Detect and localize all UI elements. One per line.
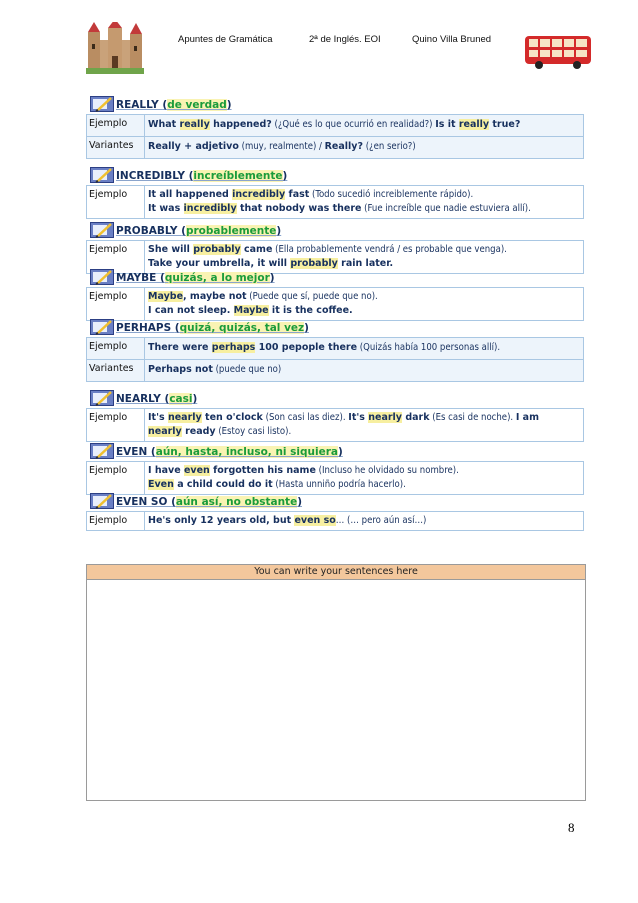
section-title-row bbox=[86, 319, 584, 337]
table-row bbox=[87, 186, 584, 219]
english-text: even so bbox=[294, 515, 336, 526]
table-row bbox=[87, 338, 584, 360]
english-text: really bbox=[458, 119, 490, 130]
section-nearly bbox=[86, 390, 584, 442]
row-content bbox=[145, 338, 584, 360]
section-title bbox=[116, 99, 232, 111]
english-text: forgotten his name bbox=[209, 465, 316, 476]
section-title bbox=[116, 225, 281, 237]
spanish-text: (¿Qué es lo que ocurrió en realidad?) bbox=[271, 119, 436, 130]
section-title-row bbox=[86, 96, 584, 114]
pencil-note-icon bbox=[90, 167, 114, 183]
pencil-note-icon bbox=[90, 443, 114, 459]
section-word: NEARLY bbox=[116, 393, 165, 405]
paren-open: ( bbox=[150, 446, 156, 458]
row-label: Ejemplo bbox=[87, 409, 145, 442]
english-text: I have bbox=[148, 465, 184, 476]
english-text: Really + adjetivo bbox=[148, 141, 239, 152]
example-table bbox=[86, 337, 584, 382]
paren-open: ( bbox=[174, 322, 180, 334]
spanish-text: (Son casi las diez). bbox=[262, 412, 349, 423]
section-title bbox=[116, 272, 275, 284]
english-text: Maybe bbox=[233, 305, 269, 316]
english-text: Take your umbrella, it will bbox=[148, 258, 291, 269]
english-text: nearly bbox=[167, 412, 202, 423]
example-table bbox=[86, 408, 584, 442]
table-row bbox=[87, 115, 584, 137]
english-text: probably bbox=[193, 244, 241, 255]
example-table bbox=[86, 185, 584, 219]
english-text: nearly bbox=[368, 412, 403, 423]
english-text: It's bbox=[148, 412, 168, 423]
castle-logo bbox=[86, 22, 144, 74]
row-content bbox=[145, 512, 584, 531]
english-text: fast bbox=[285, 189, 310, 200]
header-course: 2ª de Inglés. EOI bbox=[309, 34, 381, 45]
section-word: INCREDIBLY bbox=[116, 170, 189, 182]
paren-open: ( bbox=[162, 99, 168, 111]
spanish-text: (Estoy casi listo). bbox=[215, 426, 292, 437]
pencil-note-icon bbox=[90, 222, 114, 238]
english-text: really bbox=[179, 119, 210, 130]
section-translation: de verdad bbox=[167, 99, 227, 111]
paren-close: ) bbox=[226, 99, 232, 111]
section-translation: casi bbox=[169, 393, 193, 405]
section-title-row bbox=[86, 222, 584, 240]
paren-close: ) bbox=[338, 446, 343, 458]
english-text: Is it bbox=[435, 119, 459, 130]
section-maybe bbox=[86, 269, 584, 321]
spanish-text: (puede que no) bbox=[212, 364, 282, 375]
pencil-note-icon bbox=[90, 319, 114, 335]
section-title-row bbox=[86, 390, 584, 408]
table-row bbox=[87, 360, 584, 382]
paren-close: ) bbox=[276, 225, 282, 237]
english-text: I am bbox=[515, 412, 539, 423]
pencil-note-icon bbox=[90, 269, 114, 285]
english-text: dark bbox=[402, 412, 430, 423]
row-content bbox=[145, 186, 584, 219]
section-title-row bbox=[86, 269, 584, 287]
row-label: Ejemplo bbox=[87, 115, 145, 137]
section-title bbox=[116, 170, 287, 182]
english-text: happened? bbox=[209, 119, 272, 130]
row-content bbox=[145, 115, 584, 137]
example-table bbox=[86, 511, 584, 531]
english-text: perhaps bbox=[211, 342, 256, 353]
section-title-row bbox=[86, 167, 584, 185]
english-text: There were bbox=[148, 342, 212, 353]
section-title bbox=[116, 393, 197, 405]
english-text: I can not sleep. bbox=[148, 305, 234, 316]
example-table bbox=[86, 461, 584, 495]
paren-close: ) bbox=[297, 496, 303, 508]
header-author: Quino Villa Bruned bbox=[412, 34, 492, 45]
header-title: Apuntes de Gramática bbox=[178, 34, 273, 45]
section-really bbox=[86, 96, 584, 159]
english-text: ten o'clock bbox=[201, 412, 263, 423]
english-text: Even bbox=[148, 479, 174, 490]
section-translation: quizá, quizás, tal vez bbox=[179, 322, 305, 334]
section-translation: probablemente bbox=[185, 225, 277, 237]
english-text: Perhaps not bbox=[148, 364, 213, 375]
write-box-heading: You can write your sentences here bbox=[87, 565, 585, 580]
english-text: true? bbox=[489, 119, 521, 130]
section-word: REALLY bbox=[116, 99, 163, 111]
english-text: incredibly bbox=[183, 203, 237, 214]
row-label: Ejemplo bbox=[87, 186, 145, 219]
paren-close: ) bbox=[282, 170, 288, 182]
english-text: It was bbox=[148, 203, 184, 214]
spanish-text: (Es casi de noche). bbox=[429, 412, 516, 423]
section-incredibly bbox=[86, 167, 584, 219]
pencil-note-icon bbox=[90, 493, 114, 509]
spanish-text: (muy, realmente) / bbox=[238, 141, 325, 152]
section-word: PERHAPS bbox=[116, 322, 175, 334]
paren-open: ( bbox=[164, 393, 170, 405]
section-word: MAYBE bbox=[116, 272, 161, 284]
row-label: Ejemplo bbox=[87, 338, 145, 360]
english-text: came bbox=[240, 244, 273, 255]
english-text: incredibly bbox=[232, 189, 286, 200]
section-title-row bbox=[86, 443, 584, 461]
section-title-row bbox=[86, 493, 584, 511]
row-content bbox=[145, 288, 584, 321]
spanish-text: (Fue increíble que nadie estuviera allí). bbox=[361, 203, 531, 214]
section-title bbox=[116, 496, 302, 508]
table-row bbox=[87, 512, 584, 531]
section-translation: quizás, a lo mejor bbox=[164, 272, 270, 284]
row-content bbox=[145, 462, 584, 495]
section-title bbox=[116, 446, 343, 458]
english-text: ready bbox=[181, 426, 216, 437]
paren-close: ) bbox=[304, 322, 309, 334]
paren-close: ) bbox=[192, 393, 198, 405]
spanish-text: (Puede que sí, puede que no). bbox=[246, 291, 378, 302]
english-text: that nobody was there bbox=[236, 203, 362, 214]
section-translation: increíblemente bbox=[193, 170, 283, 182]
write-box[interactable] bbox=[86, 564, 586, 801]
spanish-text: (¿en serio?) bbox=[363, 141, 416, 152]
pencil-note-icon bbox=[90, 96, 114, 112]
english-text: He's only 12 years old, but bbox=[148, 515, 295, 526]
english-text: 100 pepople there bbox=[255, 342, 358, 353]
english-text: It all happened bbox=[148, 189, 233, 200]
english-text: it is the coffee. bbox=[268, 305, 353, 316]
paren-close: ) bbox=[269, 272, 275, 284]
english-text: Maybe bbox=[148, 291, 184, 302]
paren-open: ( bbox=[160, 272, 165, 284]
paren-open: ( bbox=[171, 496, 176, 508]
row-label: Ejemplo bbox=[87, 462, 145, 495]
section-even bbox=[86, 443, 584, 495]
table-row bbox=[87, 462, 584, 495]
paren-open: ( bbox=[188, 170, 194, 182]
section-perhaps bbox=[86, 319, 584, 382]
spanish-text: (Quizás había 100 personas allí). bbox=[357, 342, 501, 353]
english-text: even bbox=[183, 465, 210, 476]
row-label: Variantes bbox=[87, 360, 145, 382]
section-word: PROBABLY bbox=[116, 225, 182, 237]
page-header bbox=[0, 0, 638, 80]
row-content bbox=[145, 137, 584, 159]
table-row bbox=[87, 409, 584, 442]
english-text: Really? bbox=[324, 141, 363, 152]
section-even-so bbox=[86, 493, 584, 531]
example-table bbox=[86, 287, 584, 321]
bus-logo bbox=[523, 34, 593, 70]
row-content bbox=[145, 409, 584, 442]
section-probably bbox=[86, 222, 584, 274]
example-table bbox=[86, 114, 584, 159]
spanish-text: (Hasta unniño podría hacerlo). bbox=[272, 479, 406, 490]
english-text: probably bbox=[290, 258, 338, 269]
english-text: She will bbox=[148, 244, 194, 255]
section-word: EVEN SO bbox=[116, 496, 172, 508]
spanish-text: (Todo sucedió increiblemente rápido). bbox=[309, 189, 474, 200]
english-text: a child could do it bbox=[173, 479, 273, 490]
english-text: What bbox=[148, 119, 180, 130]
english-text: , maybe not bbox=[183, 291, 247, 302]
english-text: rain later. bbox=[337, 258, 394, 269]
paren-open: ( bbox=[181, 225, 186, 237]
section-title bbox=[116, 322, 309, 334]
row-content bbox=[145, 360, 584, 382]
spanish-text: (Incluso he olvidado su nombre). bbox=[315, 465, 459, 476]
row-label: Ejemplo bbox=[87, 241, 145, 274]
spanish-text: (Ella probablemente vendrá / es probable que venga). bbox=[272, 244, 507, 255]
section-translation: aún así, no obstante bbox=[175, 496, 298, 508]
row-label: Ejemplo bbox=[87, 512, 145, 531]
english-text: It's bbox=[348, 412, 369, 423]
table-row bbox=[87, 137, 584, 159]
section-translation: aún, hasta, incluso, ni siquiera bbox=[155, 446, 339, 458]
table-row bbox=[87, 288, 584, 321]
english-text: nearly bbox=[148, 426, 182, 437]
section-word: EVEN bbox=[116, 446, 151, 458]
row-label: Variantes bbox=[87, 137, 145, 159]
pencil-note-icon bbox=[90, 390, 114, 406]
page-number: 8 bbox=[568, 820, 575, 835]
row-label: Ejemplo bbox=[87, 288, 145, 321]
spanish-text: … (… pero aún así…) bbox=[335, 515, 427, 526]
